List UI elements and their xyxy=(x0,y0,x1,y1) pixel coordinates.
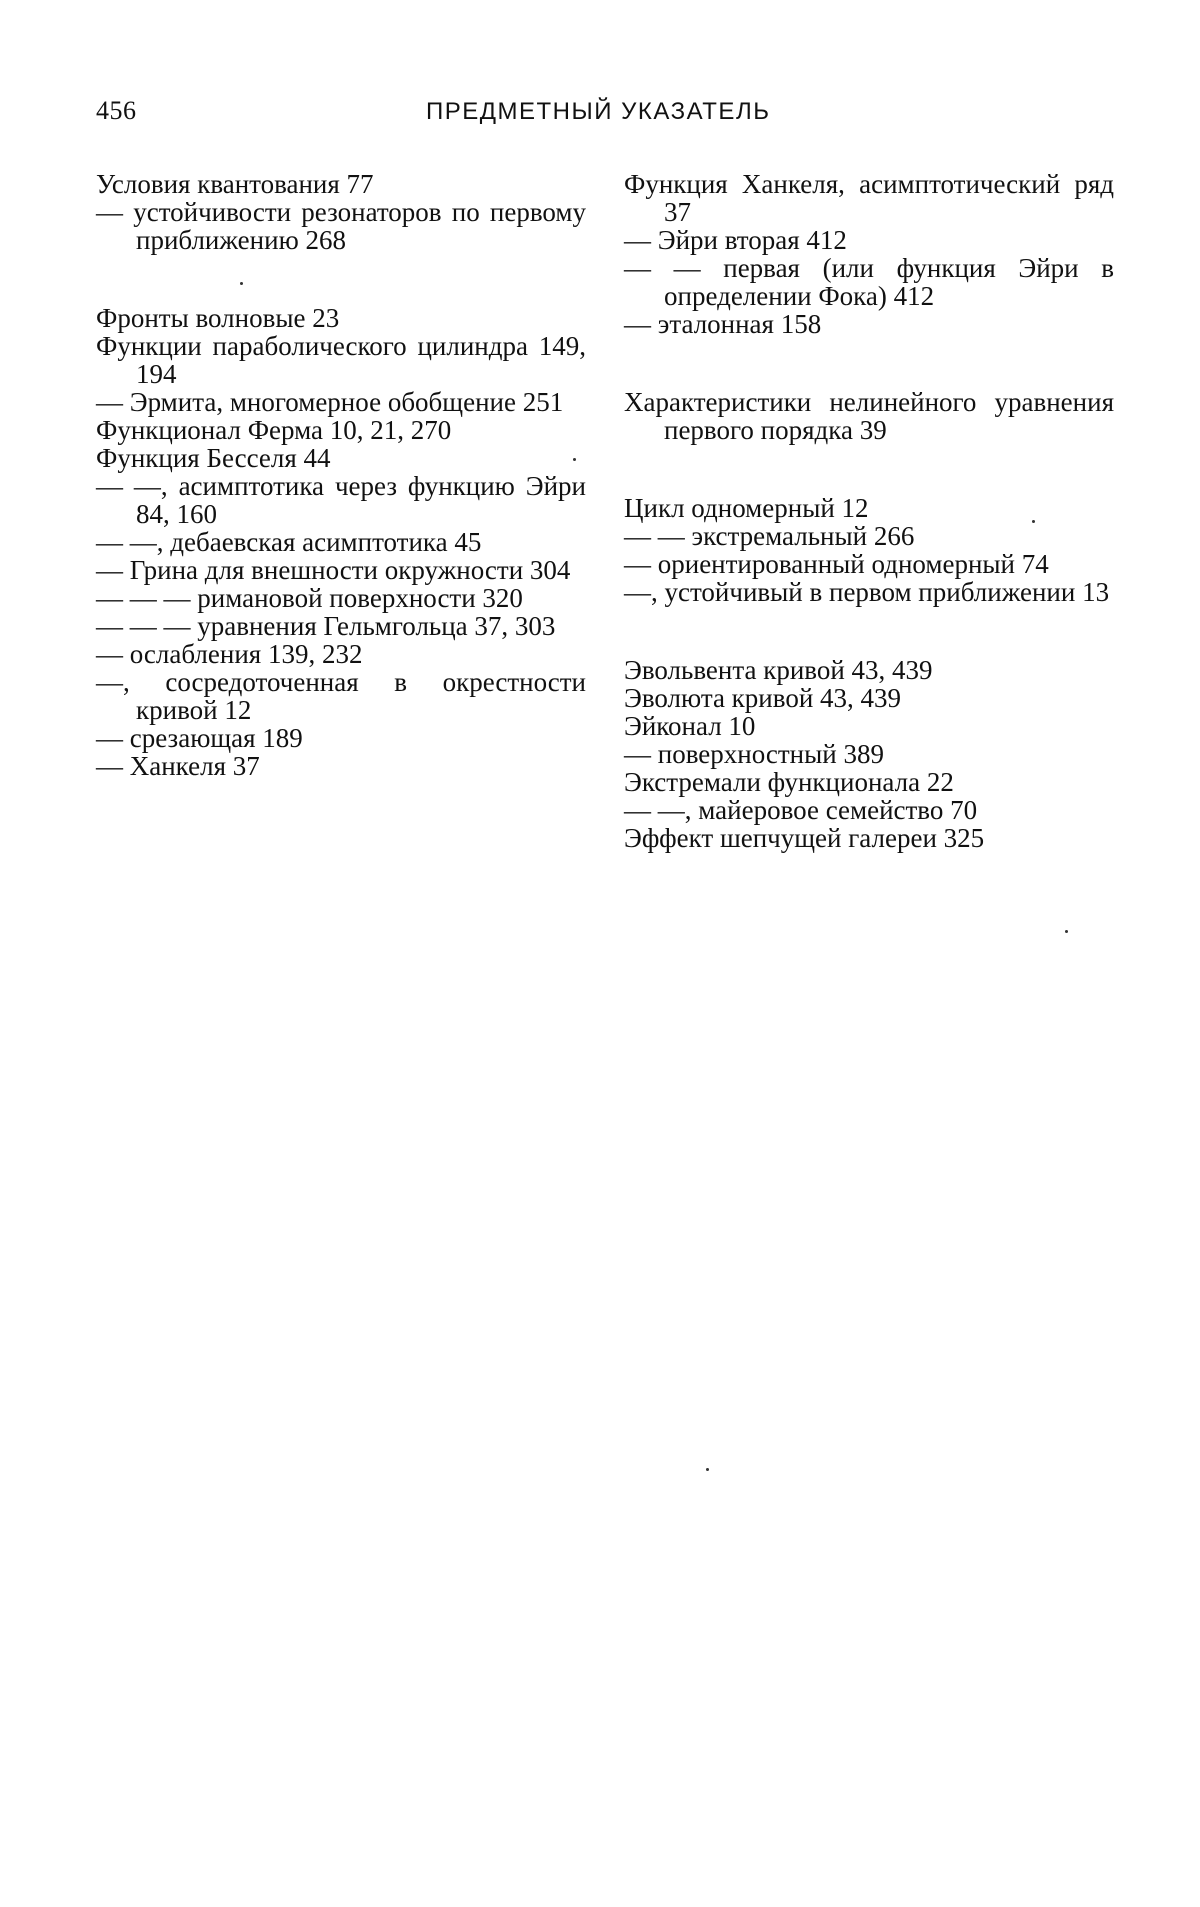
index-entry: Функция Ханкеля, асимптотический ряд 37 xyxy=(624,169,1114,227)
index-entry: — ослабления 139, 232 xyxy=(96,639,363,669)
scan-speck xyxy=(1032,520,1035,523)
index-entry: Эволюта кривой 43, 439 xyxy=(624,683,902,713)
index-entry: — Эйри вторая 412 xyxy=(624,225,847,255)
index-entry: — —, дебаевская асимптотика 45 xyxy=(96,527,482,557)
page-number: 456 xyxy=(96,96,137,125)
index-entry: Экстремали функционала 22 xyxy=(624,767,954,797)
index-entry: — срезающая 189 xyxy=(96,723,303,753)
right-column-section xyxy=(624,388,1114,444)
index-entry: — — — римановой поверхности 320 xyxy=(96,583,523,613)
index-entry: — Грина для внешности окружности 304 xyxy=(96,555,571,585)
index-entry: — — первая (или функция Эйри в определении Фока) 412 xyxy=(624,253,1114,311)
index-column-right xyxy=(624,170,1114,902)
left-column-section xyxy=(96,170,586,254)
right-column-section xyxy=(624,494,1114,606)
index-entry: Функции параболического цилиндра 149, 194 xyxy=(96,331,586,389)
index-entry: — эталонная 158 xyxy=(624,309,822,339)
right-column-section xyxy=(624,170,1114,338)
index-entry: — Эрмита, многомерное обобщение 251 xyxy=(96,387,564,417)
index-entry: — —, майеровое семейство 70 xyxy=(624,795,978,825)
index-entry: — устойчивости резонаторов по первому приближению 268 xyxy=(96,197,586,255)
scan-speck xyxy=(573,458,576,461)
index-entry: — — — уравнения Гельмгольца 37, 303 xyxy=(96,611,556,641)
index-entry: Фронты волновые 23 xyxy=(96,303,340,333)
index-entry: — ориентированный одномерный 74 xyxy=(624,549,1049,579)
right-column-section xyxy=(624,656,1114,852)
index-entry: Функционал Ферма 10, 21, 270 xyxy=(96,415,452,445)
scan-speck xyxy=(1065,930,1068,933)
index-entry: — Ханкеля 37 xyxy=(96,751,260,781)
left-column-section xyxy=(96,304,586,780)
index-entry: — поверхностный 389 xyxy=(624,739,884,769)
index-entry: Условия квантования 77 xyxy=(96,169,374,199)
index-column-left xyxy=(96,170,586,830)
index-entry: — — экстремальный 266 xyxy=(624,521,915,551)
running-head xyxy=(96,96,1116,136)
index-entry: Эффект шепчущей галереи 325 xyxy=(624,823,985,853)
index-entry: —, сосредоточенная в окрестности кривой 12 xyxy=(96,667,586,725)
index-entry: Эйконал 10 xyxy=(624,711,756,741)
index-entry: Функция Бесселя 44 xyxy=(96,443,331,473)
scan-speck xyxy=(240,282,243,285)
index-entry: Характеристики нелинейного уравнения первого порядка 39 xyxy=(624,387,1114,445)
running-head-title: ПРЕДМЕТНЫЙ УКАЗАТЕЛЬ xyxy=(426,98,771,125)
index-entry: —, устойчивый в первом приближении 13 xyxy=(624,577,1110,607)
index-entry: Эвольвента кривой 43, 439 xyxy=(624,655,933,685)
index-entry: — —, асимптотика через функцию Эйри 84, 160 xyxy=(96,471,586,529)
scan-speck xyxy=(706,1468,709,1471)
index-entry: Цикл одномерный 12 xyxy=(624,493,869,523)
